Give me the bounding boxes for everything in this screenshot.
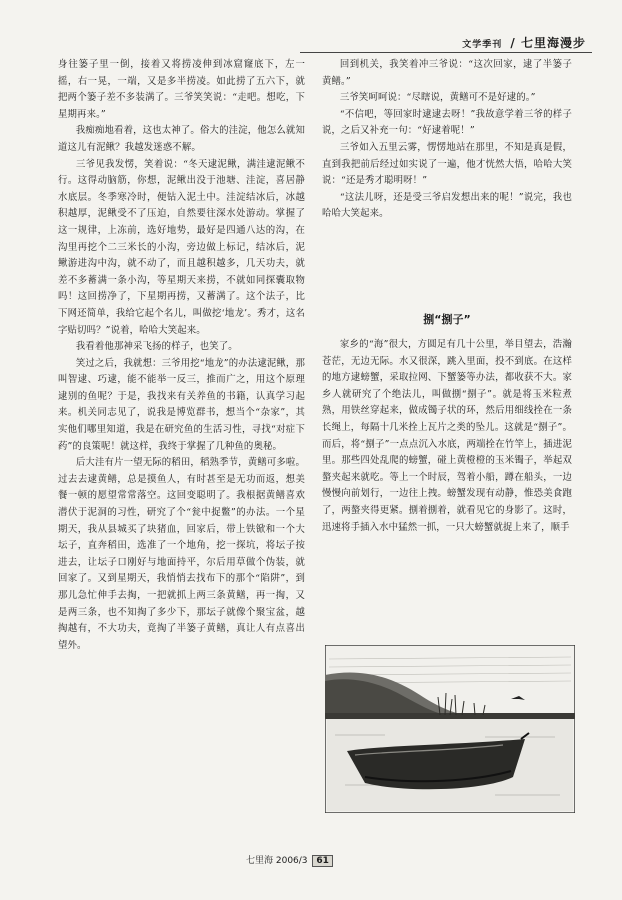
right-column-bottom [322, 337, 572, 536]
paragraph: 三爷见我发愣，笑着说：“冬天逮泥鳅，满洼逮泥鳅不行。这得动脑筋，你想，泥鳅出没于池塘、洼淀，喜居静水底层。冬季寒冷时，便钻入泥土中。洼淀结冰后，冰越积越厚，泥鳅受不了压迫，自然要往深水处游动。掌握了这一规律，上冻前，选好地势，最好是四通八达的沟，在沟里再挖个二三米长的小沟，旁边做上标记，结冰后，泥鳅游进沟中沟，就不动了，而且越积越多，几天功夫，就差不多蓄满一条小沟，等星期天来捞，不就如同探囊取物吗！这回捞净了，下星期再捞，又蓄满了。这个法子，比下网还简单，我给它起个名儿，叫做挖‘地龙’。秀才，这名字贴切吗？”说着，哈哈大笑起来。 [58, 158, 305, 336]
paragraph: 我看着他那神采飞扬的样子，也笑了。 [75, 341, 238, 353]
paragraph: “这法儿呀，还是受三爷启发想出来的呢！”说完，我也哈哈大笑起来。 [322, 191, 572, 220]
page-footer [246, 853, 333, 867]
paragraph: 身往篓子里一倒，接着又将捞凌伸到冰窟窿底下，左一摇，右一晃，一端，又是多半捞凌。如此捞了五六下，就把两个篓子差不多装满了。三爷笑笑说：“走吧。想吃，下星期再来。” [58, 59, 305, 120]
section-title: 捌“捌子” [423, 313, 471, 326]
paragraph: 三爷笑呵呵说：“尽瞎说，黄鳝可不是好逮的。” [339, 92, 536, 104]
footer-issue: 七里海 2006/3 [246, 856, 308, 866]
paragraph: 我痴痴地看着，这也太神了。俗大的洼淀，他怎么就知道这儿有泥鳅？我越发迷惑不解。 [58, 125, 305, 153]
header-column-name: 文学季刊 [462, 40, 503, 50]
paragraph: 回到机关，我笑着冲三爷说：“这次回家，逮了半篓子黄鳝。” [322, 59, 572, 87]
boat-illustration [325, 645, 575, 813]
header-rule [300, 52, 592, 53]
paragraph: “不信吧，等回家时逮逮去呀！”我故意学着三爷的样子说，之后又补充一句：“好逮着呢！” [322, 108, 572, 137]
paragraph: 后大洼有片一望无际的稻田，稻熟季节，黄鳝可多啦。过去去逮黄鳝，总是摸鱼人，有时甚至是无功而返，想美餐一顿的愿望常常落空。这回变聪明了。我根据黄鳝喜欢潜伏于泥洞的习性，研究了个“瓮中捉鳖”的办法。一个星期天，我从县城买了块猪血，回家后，带上铁锨和一个大坛子，直奔稻田，选准了一个地角，挖一探坑，将坛子按进去，让坛子口刚好与地面持平，尔后用草做个伪装，就回家了。又到星期天，我悄悄去找布下的那个“陷阱”，到那儿急忙伸手去掏，一把就抓上两三条黄鳝，再一掏，又是两三条，也不知掏了多少下，那坛子就像个聚宝盆，越掏越有，不大功夫，竟掏了半篓子黄鳝，真让人有点喜出望外。 [58, 457, 305, 651]
right-column-top [322, 57, 572, 223]
paragraph: 笑过之后，我就想：三爷用挖“地龙”的办法逮泥鳅，那叫智逮、巧逮，能不能举一反三，推而广之，用这个原理逮别的鱼呢？于是，我找来有关养鱼的书籍，认真学习起来。机关同志见了，说我是博览群书，想当个“杂家”，其实他们哪里知道，我是在研究鱼的生活习性，寻找“对症下药”的良策呢！就这样，我终于掌握了几种鱼的奥秘。 [58, 357, 305, 452]
page-number: 61 [312, 855, 333, 867]
paragraph: 三爷如入五里云雾，愣愣地站在那里，不知是真是假，直到我把前后经过如实说了一遍，他才恍然大悟，哈哈大笑说：“还是秀才聪明呀！” [322, 141, 572, 187]
paragraph: 家乡的“海”很大，方圆足有几十公里，举目望去，浩瀚苍茫，无边无际。水又很深，跳入里面，投不到底。在这样的地方逮螃蟹，采取拉网、下蟹篓等办法，都收获不大。家乡人就研究了个绝法儿，叫做捌“捌子”。就是将玉米粒煮熟，用铁丝穿起来，做成镯子状的环，然后用细线拴在一条长绳上，每隔十几米拴上瓦片之类的坠儿。这就是“捌子”。而后，将“捌子”一点点沉入水底，两端拴在竹竿上，插进泥里。那些四处乱爬的螃蟹，碰上黄橙橙的玉米镯子，举起双螯夹起来就吃。等上一个时辰，驾着小船，蹲在船头，一边慢慢向前划行，一边往上拽。螃蟹发现有动静，惟恐美食跑了，两螯夹得更紧。捌着捌着，就看见它的身影了。这时，迅速将手插入水中猛然一抓，一只大螃蟹就捉上来了，顺手 [322, 339, 572, 533]
left-column [58, 57, 305, 654]
header-separator: / [510, 36, 516, 50]
running-header [462, 34, 586, 51]
header-title: 七里海漫步 [520, 36, 586, 50]
